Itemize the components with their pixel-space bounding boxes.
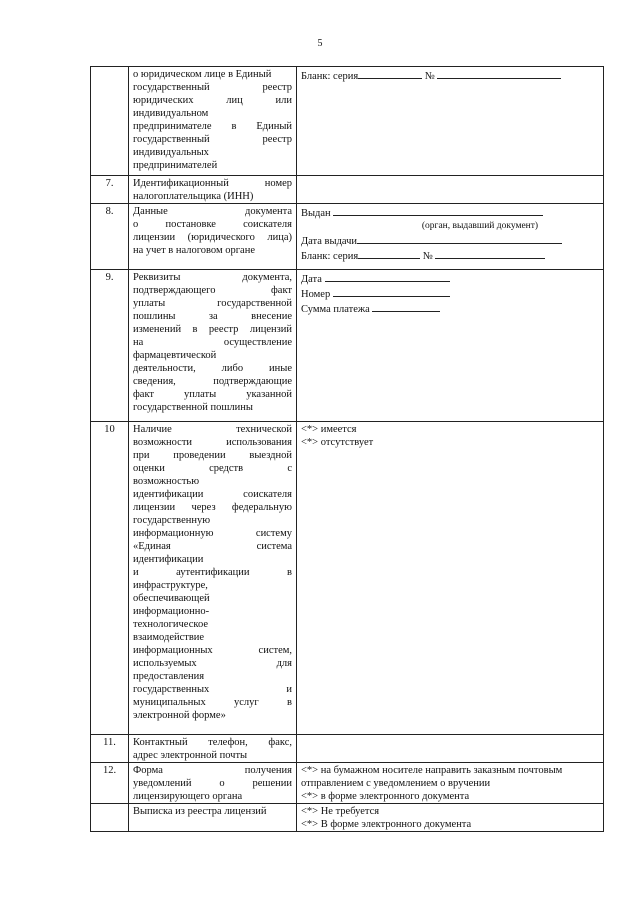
page-number: 5 (317, 38, 323, 49)
row-number (91, 804, 129, 832)
row-description: Контактный телефон, факс, адрес электронной почты (129, 735, 297, 763)
blank-series-label: Бланк: серия (301, 251, 359, 262)
row-description: Форма получения уведомлений о решении лицензирующего органа (129, 763, 297, 804)
row-value (297, 270, 604, 422)
payment-date-field[interactable] (325, 271, 450, 282)
issued-hint: (орган, выдавший документ) (421, 221, 539, 231)
blank-number-label: № (422, 251, 433, 262)
payment-sum-label: Сумма платежа (301, 304, 370, 315)
row-number: 7. (91, 176, 129, 204)
row-number: 9. (91, 270, 129, 422)
table-row (91, 67, 604, 176)
issued-label: Выдан (301, 208, 331, 219)
row-description: Выписка из реестра лицензий (129, 804, 297, 832)
row-description: Наличие технической возможности использования при проведении выездной оценки средств с возможностью идентификации соискателя лицензии через федеральную государственную информационную систему «Единая система идентификации и аутентификации в инфраструктуре, обеспечивающей информационно- технологическое взаимодействие информационных систем, используемых для предоставления государственных и муниципальных услуг в электронной форме» (129, 422, 297, 735)
option-electronic[interactable]: <*> в форме электронного документа (301, 791, 470, 802)
row-number: 8. (91, 204, 129, 270)
blank-series-field[interactable] (358, 248, 420, 259)
table-row (91, 804, 604, 832)
payment-date-label: Дата (301, 274, 322, 285)
row-number: 12. (91, 763, 129, 804)
option-available[interactable]: <*> имеется (301, 424, 357, 435)
row-number: 11. (91, 735, 129, 763)
payment-number-label: Номер (301, 289, 331, 300)
issue-date-label: Дата выдачи (301, 236, 358, 247)
option-absent[interactable]: <*> отсутствует (301, 437, 374, 448)
row-number (91, 67, 129, 176)
inn-value[interactable] (297, 176, 604, 204)
row-description: Идентификационный номер налогоплательщика (ИНН) (129, 176, 297, 204)
contacts-value[interactable] (297, 735, 604, 763)
table-row (91, 422, 604, 735)
table-row (91, 204, 604, 270)
row-value (297, 67, 604, 176)
row-value (297, 204, 604, 270)
table-row (91, 735, 604, 763)
option-electronic[interactable]: <*> В форме электронного документа (301, 819, 472, 830)
issued-field[interactable] (333, 205, 543, 216)
table-row (91, 763, 604, 804)
row-description: Реквизиты документа, подтверждающего факт уплаты государственной пошлины за внесение изменений в реестр лицензий на осуществление фармацевтической деятельности, либо иные сведения, подтверждающие факт уплаты указанной государственной пошлины (129, 270, 297, 422)
row-description: о юридическом лице в Единый государственный реестр юридических лиц или индивидуальном предпринимателе в Единый государственный реестр индивидуальных предпринимателей (129, 67, 297, 176)
issue-date-field[interactable] (357, 233, 562, 244)
table-row (91, 270, 604, 422)
row-description: Данные документа о постановке соискателя лицензии (юридического лица) на учет в налоговом органе (129, 204, 297, 270)
blank-series-label: Бланк: серия (301, 71, 359, 82)
blank-number-label: № (424, 71, 435, 82)
row-number: 10 (91, 422, 129, 735)
blank-number-field[interactable] (437, 68, 561, 79)
row-value (297, 804, 604, 832)
table-row (91, 176, 604, 204)
payment-number-field[interactable] (333, 286, 450, 297)
row-value (297, 763, 604, 804)
row-value (297, 422, 604, 735)
option-not-required[interactable]: <*> Не требуется (301, 806, 380, 817)
option-paper-mail[interactable]: <*> на бумажном носителе направить заказным почтовым отправлением с уведомлением о вручении (301, 765, 563, 789)
blank-number-field[interactable] (435, 248, 545, 259)
application-form-table (90, 66, 604, 832)
payment-sum-field[interactable] (372, 301, 440, 312)
blank-series-field[interactable] (358, 68, 422, 79)
